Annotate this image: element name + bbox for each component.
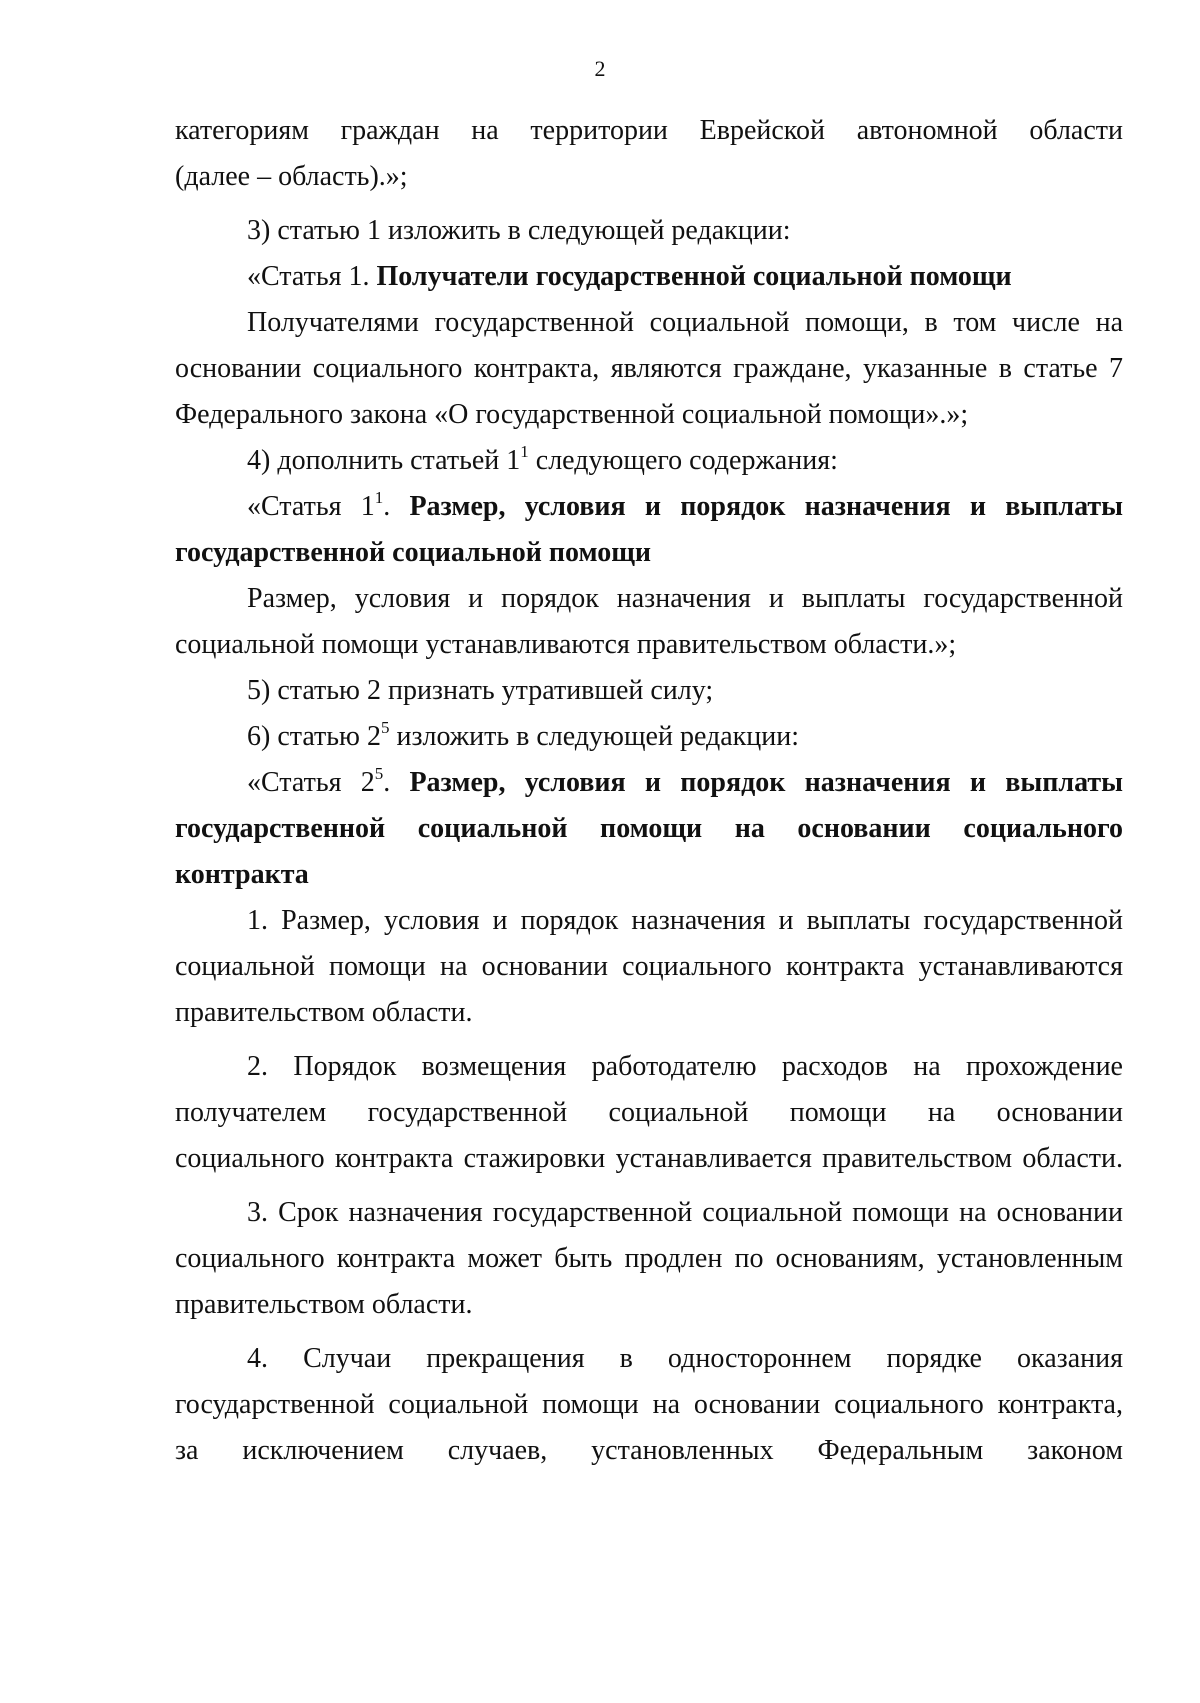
article-title-cont bbox=[175, 806, 1123, 852]
article-title: контракта bbox=[175, 859, 309, 890]
list-item-6 bbox=[175, 714, 1123, 760]
article-title: Размер, условия и порядок назначения и выплаты bbox=[409, 491, 1123, 522]
list-text: изложить в следующей редакции: bbox=[389, 721, 800, 752]
text-line: категориям граждан на территории Еврейской автономной области bbox=[175, 115, 1123, 146]
paragraph-3: 3. Срок назначения государственной социальной помощи на основании bbox=[247, 1197, 1123, 1228]
list-item-4 bbox=[175, 438, 1123, 484]
list-text: 6) статью 2 bbox=[247, 721, 381, 752]
text-line: (далее – область).»; bbox=[175, 161, 408, 192]
article-2-5-heading bbox=[175, 760, 1123, 806]
article-label: . bbox=[383, 491, 410, 522]
article-1-heading bbox=[175, 254, 1123, 300]
article-title: Получатели государственной социальной помощи bbox=[376, 261, 1012, 292]
article-title-cont bbox=[175, 852, 1123, 898]
text-line: правительством области. bbox=[175, 997, 473, 1028]
list-text: следующего содержания: bbox=[528, 445, 838, 476]
paragraph-4: 4. Случаи прекращения в одностороннем порядке оказания bbox=[247, 1343, 1123, 1374]
article-title: государственной социальной помощи bbox=[175, 537, 651, 568]
article-label: «Статья 1 bbox=[247, 491, 375, 522]
list-item-5: 5) статью 2 признать утратившей силу; bbox=[247, 675, 714, 706]
article-label: . bbox=[383, 767, 410, 798]
text-line: правительством области. bbox=[175, 1289, 473, 1320]
article-label: «Статья 2 bbox=[247, 767, 375, 798]
text-line: государственной социальной помощи на основании социального контракта, bbox=[175, 1389, 1123, 1420]
article-label: «Статья 1. bbox=[247, 261, 377, 292]
text-line: получателем государственной социальной помощи на основании bbox=[175, 1097, 1123, 1128]
article-title: Размер, условия и порядок назначения и выплаты bbox=[409, 767, 1123, 798]
article-title: государственной социальной помощи на основании социального bbox=[175, 813, 1123, 844]
text-line: социальной помощи на основании социального контракта устанавливаются bbox=[175, 951, 1123, 982]
text-line: Получателями государственной социальной помощи, в том числе на bbox=[247, 307, 1123, 338]
text-line: социального контракта может быть продлен по основаниям, установленным bbox=[175, 1243, 1123, 1274]
text-line: Размер, условия и порядок назначения и выплаты государственной bbox=[247, 583, 1123, 614]
list-text: 4) дополнить статьей 1 bbox=[247, 445, 521, 476]
text-line: Федерального закона «О государственной социальной помощи».»; bbox=[175, 399, 969, 430]
article-title-cont bbox=[175, 530, 1123, 576]
text-line: социального контракта стажировки устанавливается правительством области. bbox=[175, 1143, 1123, 1174]
superscript: 1 bbox=[374, 487, 384, 507]
paragraph-1: 1. Размер, условия и порядок назначения и выплаты государственной bbox=[247, 905, 1123, 936]
page-number: 2 bbox=[594, 56, 606, 81]
text-line: основании социального контракта, являются граждане, указанные в статье 7 bbox=[175, 353, 1123, 384]
document-body bbox=[175, 108, 1123, 1474]
list-item-3: 3) статью 1 изложить в следующей редакции: bbox=[247, 215, 791, 246]
superscript: 5 bbox=[380, 717, 390, 737]
text-line: социальной помощи устанавливаются правительством области.»; bbox=[175, 629, 957, 660]
paragraph-2: 2. Порядок возмещения работодателю расходов на прохождение bbox=[247, 1051, 1123, 1082]
text-line: за исключением случаев, установленных Федеральным законом bbox=[175, 1435, 1123, 1466]
superscript: 5 bbox=[374, 763, 384, 783]
superscript: 1 bbox=[520, 441, 529, 461]
article-1-1-heading bbox=[175, 484, 1123, 530]
